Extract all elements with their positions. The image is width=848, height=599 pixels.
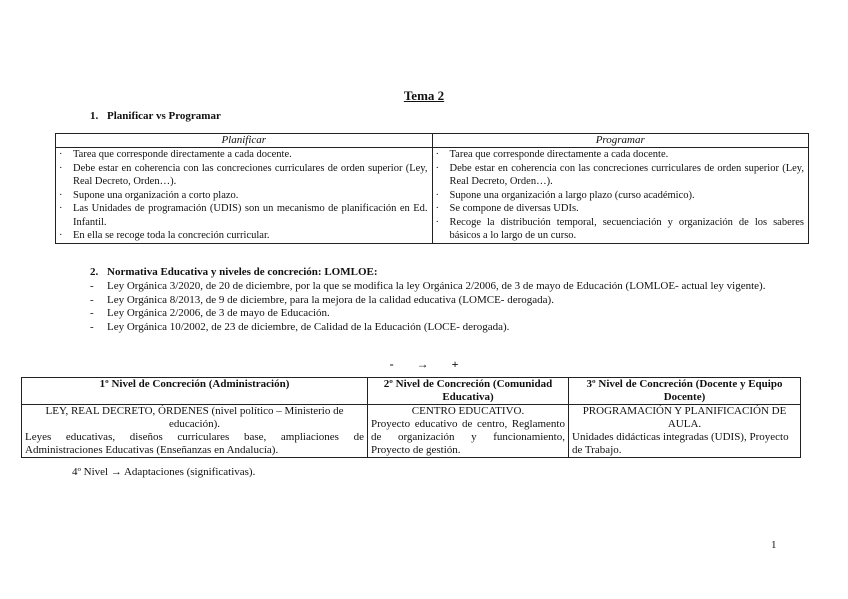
list-item: · Recoge la distribución temporal, secuenciación y organización de los saberes básicos a lo largo de un curso. — [437, 216, 805, 243]
level-2-header: 2º Nivel de Concreción (Comunidad Educativa) — [368, 378, 569, 405]
list-item: · Debe estar en coherencia con las concreciones curriculares de orden superior (Ley, Real Decreto, Orden…). — [60, 162, 428, 189]
level-2-cell — [368, 405, 569, 458]
planificar-cell — [56, 148, 433, 244]
laws-list — [90, 280, 790, 334]
plus-sign: + — [451, 357, 459, 371]
right-arrow-icon: → — [416, 357, 429, 371]
law-item: - Ley Orgánica 2/2006, de 3 de mayo de Educación. — [90, 307, 790, 321]
minus-sign: - — [389, 357, 394, 371]
level-1-body: Leyes educativas, diseños curriculares base, ampliaciones de Administraciones Educativas (Enseñanzas en Andalucía). — [25, 431, 364, 456]
level-2-top: CENTRO EDUCATIVO. — [411, 405, 525, 417]
list-item: · Debe estar en coherencia con las concreciones curriculares de orden superior (Ley, Real Decreto, Orden…). — [437, 162, 805, 189]
section-2-title: Normativa Educativa y niveles de concreción: LOMLOE: — [107, 266, 378, 278]
level-3-top: PROGRAMACIÓN Y PLANIFICACIÓN DE AULA. — [582, 405, 787, 430]
law-item: - Ley Orgánica 8/2013, de 9 de diciembre, para la mejora de la calidad educativa (LOMCE- derogada). — [90, 294, 790, 308]
page-title: Tema 2 — [403, 88, 445, 103]
list-item: · Supone una organización a corto plazo. — [60, 189, 428, 203]
law-item: - Ley Orgánica 3/2020, de 20 de diciembre, por la que se modifica la ley Orgánica 2/2006, de 3 de mayo de Educación (LOMLOE- actual ley vigente). — [90, 280, 790, 294]
level-1-header: 1º Nivel de Concreción (Administración) — [22, 378, 368, 405]
page-number: 1 — [771, 539, 777, 551]
list-item: · Tarea que corresponde directamente a cada docente. — [437, 148, 805, 162]
list-item: · Se compone de diversas UDIs. — [437, 202, 805, 216]
list-item: · Supone una organización a largo plazo (curso académico). — [437, 189, 805, 203]
section-2-number: 2. — [90, 266, 99, 278]
section-1-title: Planificar vs Programar — [107, 110, 221, 122]
level-3-cell — [569, 405, 801, 458]
concretion-direction — [0, 357, 848, 372]
list-item: · Las Unidades de programación (UDIS) son un mecanismo de planificación en Ed. Infantil. — [60, 202, 428, 229]
concretion-levels-table — [21, 377, 801, 458]
level-3-header: 3º Nivel de Concreción (Docente y Equipo Docente) — [569, 378, 801, 405]
planificar-vs-programar-table — [55, 133, 809, 244]
section-1-heading — [90, 110, 221, 122]
list-item: · En ella se recoge toda la concreción curricular. — [60, 229, 428, 243]
list-item: · Tarea que corresponde directamente a cada docente. — [60, 148, 428, 162]
law-item: - Ley Orgánica 10/2002, de 23 de diciembre, de Calidad de la Educación (LOCE- derogada). — [90, 321, 790, 335]
header-planificar: Planificar — [56, 134, 433, 148]
level-1-cell — [22, 405, 368, 458]
section-2-heading — [90, 266, 378, 278]
section-1-number: 1. — [90, 110, 99, 122]
level-2-body: Proyecto educativo de centro, Reglamento de organización y funcionamiento, Proyecto de gestión. — [371, 418, 565, 456]
fourth-level-note: 4º Nivel → Adaptaciones (significativas). — [72, 466, 256, 478]
level-3-body: Unidades didácticas integradas (UDIS), Proyecto de Trabajo. — [572, 431, 789, 456]
header-programar: Programar — [432, 134, 809, 148]
programar-cell — [432, 148, 809, 244]
level-1-top: LEY, REAL DECRETO, ÓRDENES (nivel político – Ministerio de educación). — [45, 405, 344, 430]
